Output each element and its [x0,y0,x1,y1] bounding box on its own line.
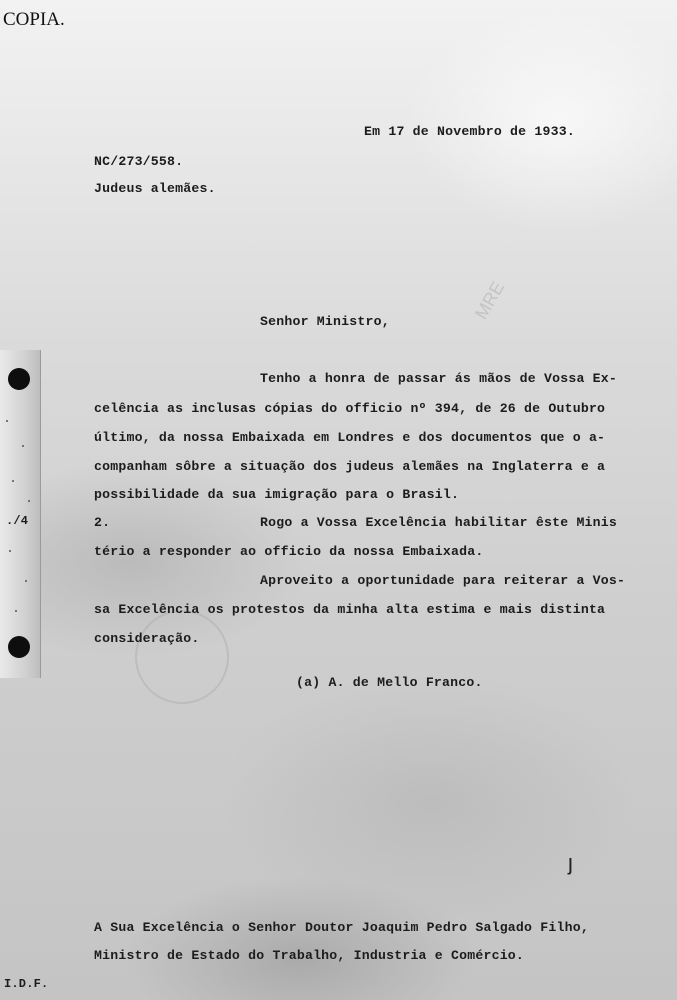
copia-stamp: COPIA. [3,9,65,30]
body-line: Tenho a honra de passar ás mãos de Vossa Ex- [260,371,618,386]
recipient-line: Ministro de Estado do Trabalho, Industria e Comércio. [94,948,525,963]
pencil-mark: ȷ [568,850,573,875]
body-line: companham sôbre a situação dos judeus alemães na Inglaterra e a [94,459,606,474]
letter-date: Em 17 de Novembro de 1933. [364,124,575,139]
margin-note: ./4 [6,514,29,528]
closing-line: consideração. [94,631,200,646]
body-line: último, da nossa Embaixada em Londres e dos documentos que o a- [94,430,606,445]
closing-line: Aproveito a oportunidade para reiterar a Vos- [260,573,626,588]
closing-line: sa Excelência os protestos da minha alta estima e mais distinta [94,602,606,617]
salutation: Senhor Ministro, [260,314,390,329]
recipient-line: A Sua Excelência o Senhor Doutor Joaquim Pedro Salgado Filho, [94,920,589,935]
typist-initials: I.D.F. [4,977,49,991]
signature: (a) A. de Mello Franco. [296,675,483,690]
reference-number: NC/273/558. [94,154,184,169]
subject-line: Judeus alemães. [94,181,216,196]
body-line: Rogo a Vossa Excelência habilitar êste Minis [260,515,618,530]
paragraph-number: 2. [94,515,111,530]
body-line: possibilidade da sua imigração para o Brasil. [94,487,460,502]
body-line: tério a responder ao officio da nossa Embaixada. [94,544,484,559]
faint-seal-stamp [135,610,229,704]
punch-hole-bottom [8,636,30,658]
body-line: celência as inclusas cópias do officio nº 394, de 26 de Outubro [94,401,606,416]
punch-hole-top [8,368,30,390]
faint-watermark: MRE [470,277,509,323]
